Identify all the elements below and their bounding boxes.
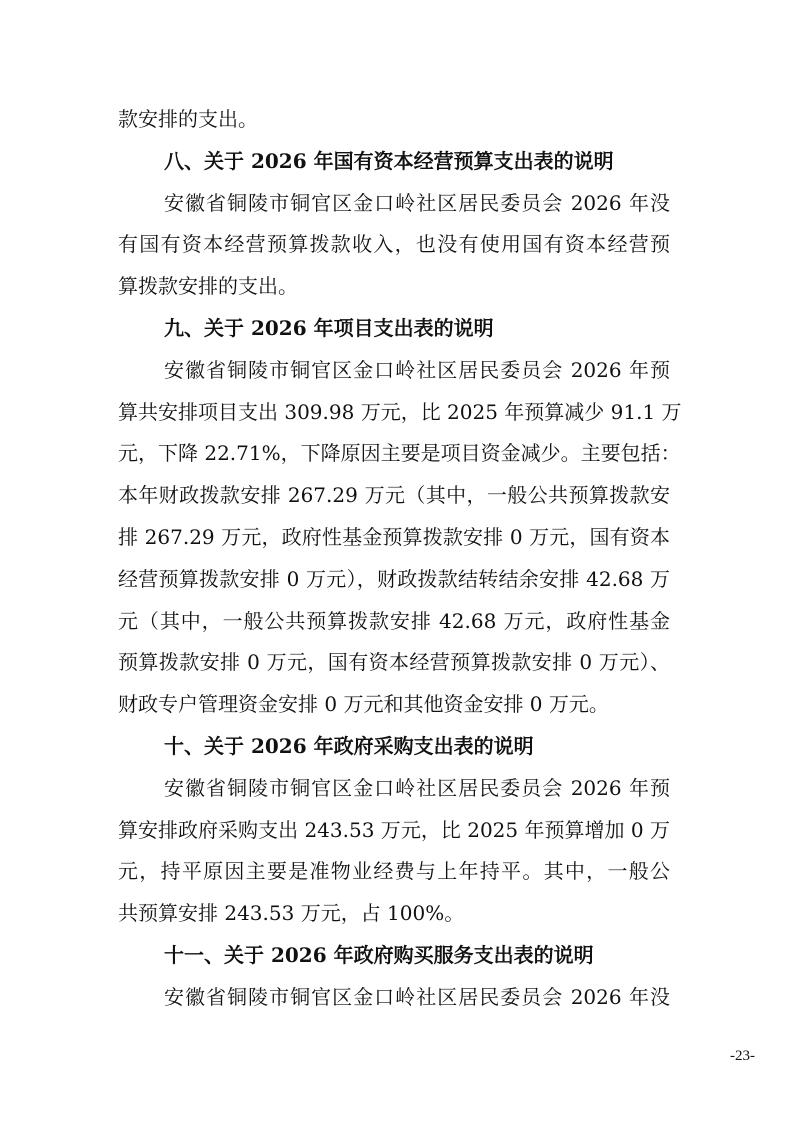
text-line: 安徽省铜陵市铜官区金口岭社区居民委员会 2026 年预 [164, 357, 670, 382]
page-number: -23- [730, 1048, 755, 1064]
text-line: 算共安排项目支出 309.98 万元，比 2025 年预算减少 91.1 万 [118, 399, 682, 424]
text-line: 款安排的支出。 [118, 107, 258, 131]
section-heading: 十、关于 2026 年政府采购支出表的说明 [164, 733, 534, 758]
text-line: 安徽省铜陵市铜官区金口岭社区居民委员会 2026 年预 [164, 775, 670, 800]
text-line: 安徽省铜陵市铜官区金口岭社区居民委员会 2026 年没 [164, 190, 670, 215]
text-line: 元，下降 22.71%，下降原因主要是项目资金减少。主要包括： [118, 441, 681, 466]
section-heading: 十一、关于 2026 年政府购买服务支出表的说明 [164, 942, 594, 967]
text-line: 算安排政府采购支出 243.53 万元，比 2025 年预算增加 0 万 [118, 817, 670, 842]
text-line: 预算拨款安排 0 万元，国有资本经营预算拨款安排 0 万元）、 [118, 650, 670, 675]
document-body [118, 99, 682, 1019]
text-line: 共预算安排 243.53 万元，占 100%。 [118, 901, 465, 926]
text-line: 元，持平原因主要是准物业经费与上年持平。其中，一般公 [118, 859, 670, 884]
text-line: 安徽省铜陵市铜官区金口岭社区居民委员会 2026 年没 [164, 984, 670, 1009]
text-line: 排 267.29 万元，政府性基金预算拨款安排 0 万元，国有资本 [118, 524, 670, 549]
text-line: 财政专户管理资金安排 0 万元和其他资金安排 0 万元。 [118, 692, 609, 717]
section-heading: 九、关于 2026 年项目支出表的说明 [164, 315, 494, 340]
text-line: 经营预算拨款安排 0 万元），财政拨款结转结余安排 42.68 万 [118, 566, 670, 591]
text-line: 元（其中，一般公共预算拨款安排 42.68 万元，政府性基金 [118, 608, 670, 633]
text-line: 本年财政拨款安排 267.29 万元（其中，一般公共预算拨款安 [118, 483, 670, 508]
text-line: 有国有资本经营预算拨款收入，也没有使用国有资本经营预 [118, 232, 670, 257]
text-line: 算拨款安排的支出。 [118, 274, 298, 299]
section-heading: 八、关于 2026 年国有资本经营预算支出表的说明 [164, 148, 614, 173]
